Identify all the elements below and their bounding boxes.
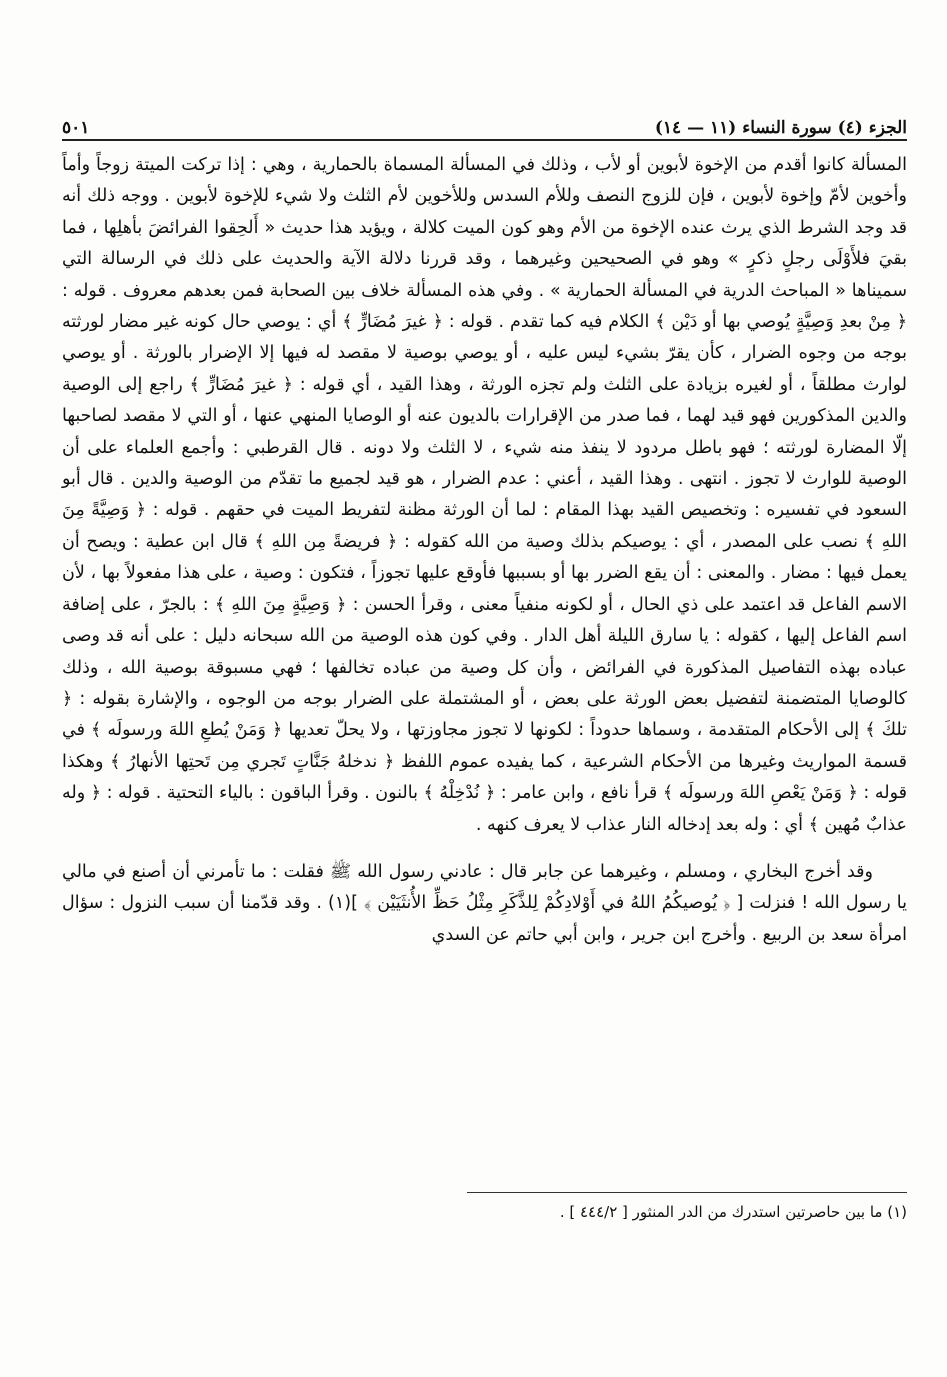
footnote: (١) ما بين حاصرتين استدرك من الدر المنثور [ ٤٤٤/٢ ] . (559, 1203, 907, 1221)
header-rule (62, 139, 907, 141)
paragraph-1: المسألة كانوا أقدم من الإخوة لأبوين أو لأب ، وذلك في المسألة المسماة بالحمارية ، وهي : إذا تركت الميتة زوجاً وأماً وأخوين لأمّ وإخوة لأبوين ، فإن للزوج النصف وللأم السدس وللأخوين لأم الثلث ولا شيء للإخوة لأبوين . ووجه ذلك أنه قد وجد الشرط الذي يرث عنده الإخوة من الأم وهو كون الميت كلالة ، ويؤيد هذا حديث « أَلحِقوا الفرائضَ بأهلِها ، فما بقيَ فلأَوْلَى رجلٍ ذكرٍ » وهو في الصحيحين وغيرهما ، وقد قررنا دلالة الآية والحديث على ذلك في الرسالة التي سميناها « المباحث الدرية في المسألة الحمارية » . وفي هذه المسألة خلاف بين الصحابة فمن بعدهم معروف . قوله : ﴿ مِنْ بعدِ وَصِيَّةٍ يُوصي بها أو دَيْن ﴾ الكلام فيه كما تقدم . قوله : ﴿ غيرَ مُضَارٍّ ﴾ أي : يوصي حال كونه غير مضار لورثته بوجه من وجوه الضرار ، كأن يقرّ بشيء ليس عليه ، أو يوصي بوصية لا مقصد له فيها إلا الإضرار بالورثة . أو يوصي لوارث مطلقاً ، أو لغيره بزيادة على الثلث ولم تجزه الورثة ، وهذا القيد ، أي قوله : ﴿ غيرَ مُضَارٍّ ﴾ راجع إلى الوصية والدين المذكورين فهو قيد لهما ، فما صدر من الإقرارات بالديون عنه أو الوصايا المنهي عنها ، أو التي لا مقصد لصاحبها إلّا المضارة لورثته ؛ فهو باطل مردود لا ينفذ منه شيء ، لا الثلث ولا دونه . قال القرطبي : وأجمع العلماء على أن الوصية للوارث لا تجوز . انتهى . وهذا القيد ، أعني : عدم الضرار ، هو قيد لجميع ما تقدّم من الوصية والدين . قال أبو السعود في تفسيره : وتخصيص القيد بهذا المقام : لما أن الورثة مظنة لتفريط الميت في حقهم . قوله : ﴿ وَصِيَّةً مِنَ اللهِ ﴾ نصب على المصدر ، أي : يوصيكم بذلك وصية من الله كقوله : ﴿ فريضةً مِن اللهِ ﴾ قال ابن عطية : ويصح أن يعمل فيها : مضار . والمعنى : أن يقع الضرر بها أو بسببها فأوقع عليها تجوزاً ، فتكون : وصية ، على هذا مفعولاً بها ، لأن الاسم الفاعل قد اعتمد على ذي الحال ، أو لكونه منفياً معنى ، وقرأ الحسن : ﴿ وَصِيَّةٍ مِنَ اللهِ ﴾ : بالجرّ ، على إضافة اسم الفاعل إليها ، كقوله : يا سارق الليلة أهل الدار . وفي كون هذه الوصية من الله سبحانه دليل : على أنه قد وصى عباده بهذه التفاصيل المذكورة في الفرائض ، وأن كل وصية من عباده تخالفها ؛ فهي مسبوقة بوصية الله ، وذلك كالوصايا المتضمنة لتفضيل بعض الورثة على بعض ، أو المشتملة على الضرار بوجه من الوجوه ، والإشارة بقوله : ﴿ تلكَ ﴾ إلى الأحكام المتقدمة ، وسماها حدوداً : لكونها لا تجوز مجاوزتها ، ولا يحلّ تعديها ﴿ وَمَنْ يُطعِ اللهَ ورسولَه ﴾ في قسمة المواريث وغيرها من الأحكام الشرعية ، كما يفيده عموم اللفظ ﴿ ندخلهُ جَنَّاتٍ تَجري مِن تَحتِها الأنهارُ ﴾ وهكذا قوله : ﴿ وَمَنْ يَعْصِ اللهَ ورسولَه ﴾ قرأ نافع ، وابن عامر : ﴿ نُدْخِلْهُ ﴾ بالنون . وقرأ الباقون : بالياء التحتية . قوله : ﴿ وله عذابٌ مُهين ﴾ أي : وله بعد إدخاله النار عذاب لا يعرف كنهه . (62, 155, 907, 835)
paragraph-2: وقد أخرج البخاري ، ومسلم ، وغيرهما عن جابر قال : عادني رسول الله ﷺ فقلت : ما تأمرني أن أصنع في مالي يا رسول الله ! فنزلت [ ﴿ يُوصيكُمُ اللهُ في أَوْلادِكُمْ لِلذَّكَرِ مِثْلُ حَظِّ الأُنثَيَيْن ﴾ ](١) . وقد قدّمنا أن سبب النزول : سؤال امرأة سعد بن الربيع . وأخرج ابن جرير ، وابن أبي حاتم عن السدي (62, 861, 907, 945)
running-title: الجزء (٤) سورة النساء (١١ — ١٤) (654, 118, 907, 138)
footnote-divider (467, 1192, 907, 1193)
page-header (62, 104, 907, 138)
body-text (62, 150, 907, 951)
page-number: ٥٠١ (62, 118, 90, 138)
